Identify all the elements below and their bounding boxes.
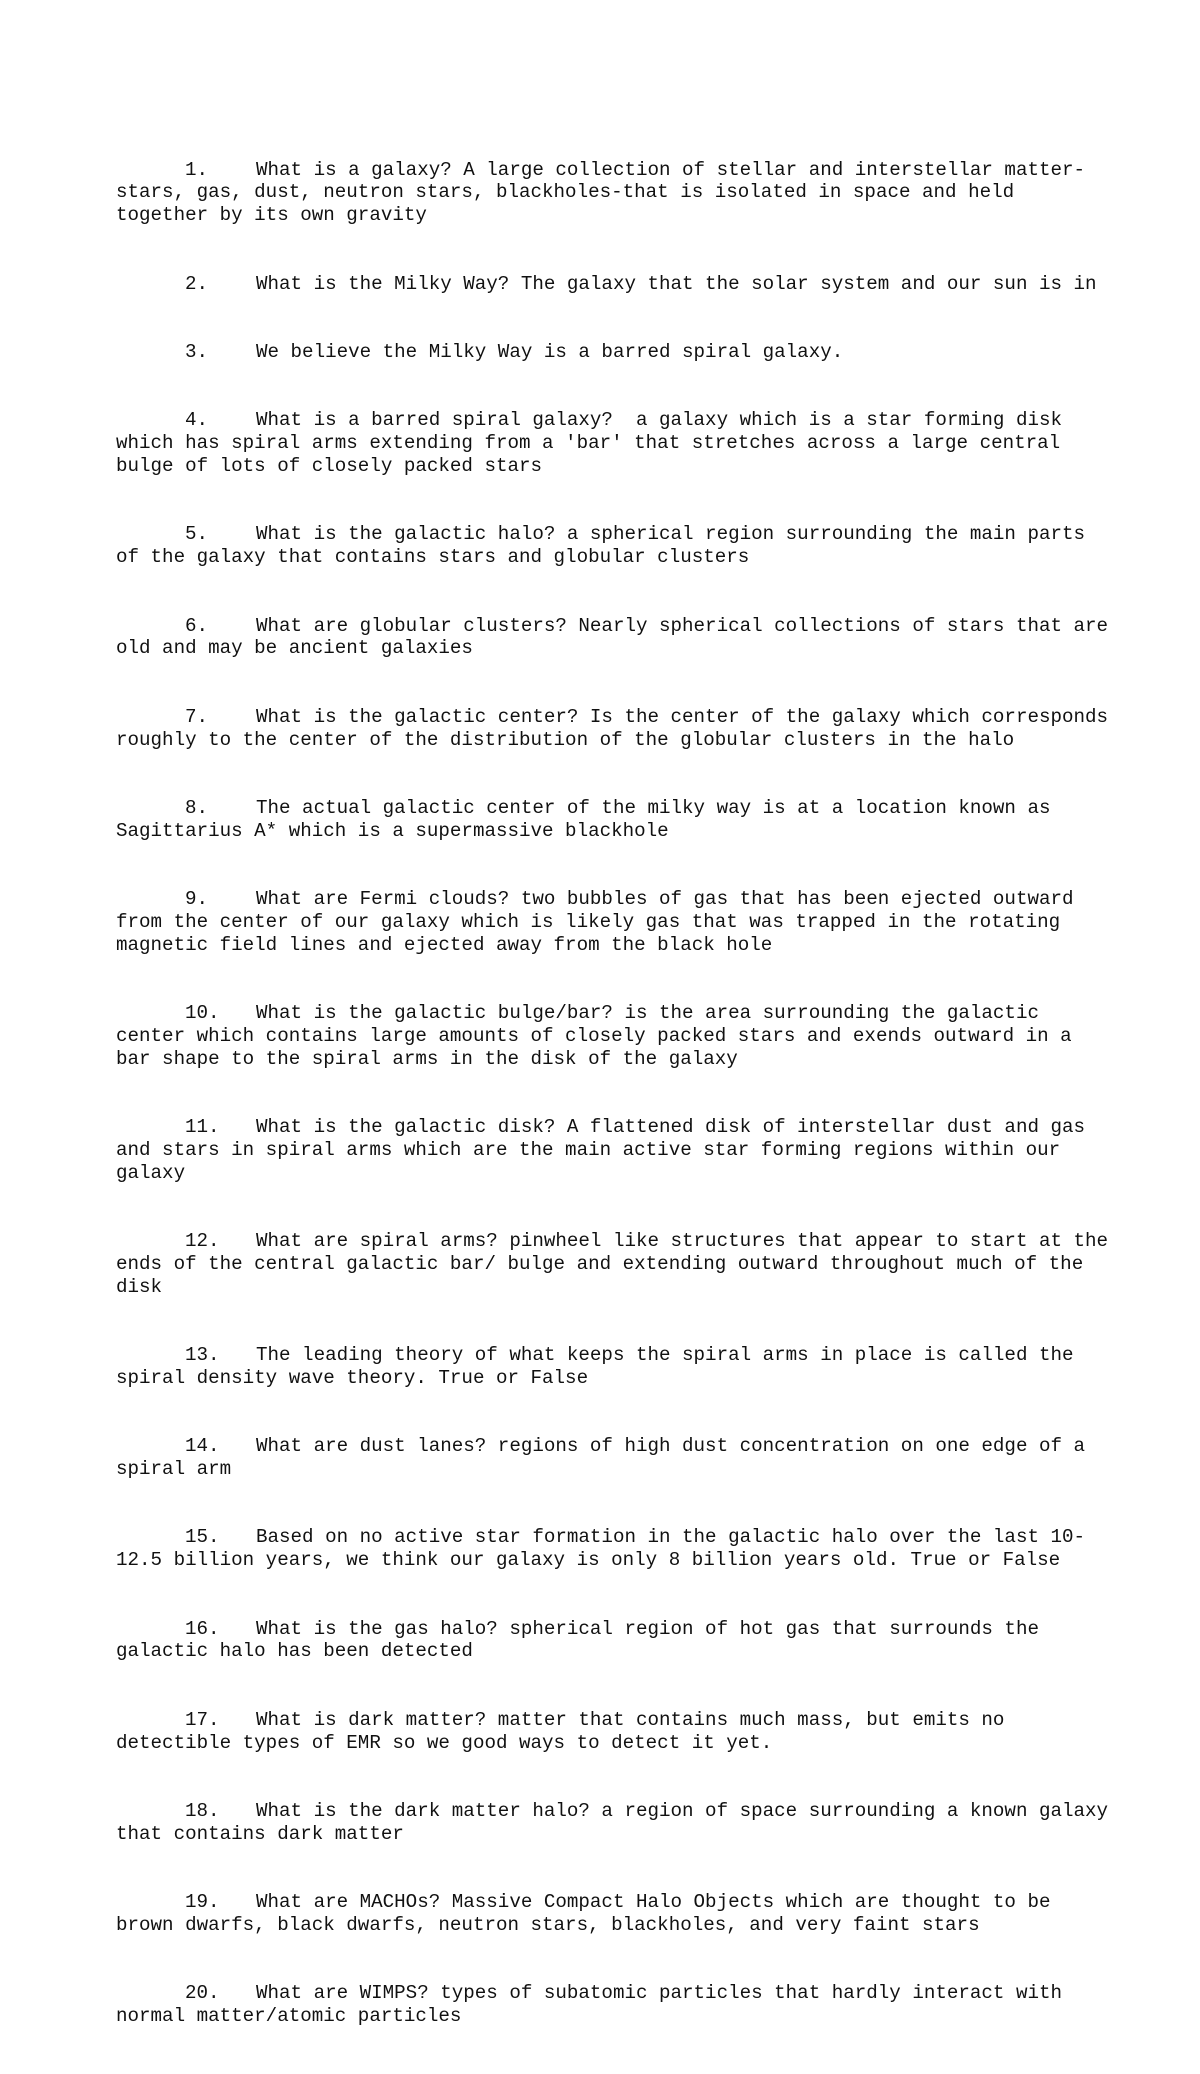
- item-number: 14.: [185, 1435, 220, 1458]
- list-item: [116, 1618, 1116, 1664]
- list-item: [116, 341, 1116, 364]
- item-number: 7.: [185, 705, 209, 728]
- item-text: We believe the Milky Way is a barred spiral galaxy.: [256, 340, 844, 363]
- item-number: 15.: [185, 1526, 220, 1549]
- item-number: 3.: [185, 340, 209, 363]
- list-item: [116, 1230, 1120, 1298]
- list-item: [116, 1526, 1116, 1572]
- item-number: 13.: [185, 1344, 220, 1367]
- list-item: [116, 523, 1116, 569]
- item-text: What is the Milky Way? The galaxy that the solar system and our sun is in: [256, 272, 1097, 295]
- list-item: [116, 705, 1120, 752]
- item-text: What are spiral arms? pinwheel like structures that appear to start at the ends of the central galactic bar/ bulge and extending outward throughout much of the disk: [116, 1230, 1120, 1298]
- list-item: [116, 1709, 1116, 1755]
- item-text: What are dust lanes? regions of high dust concentration on one edge of a spiral arm: [116, 1435, 1097, 1481]
- list-item: [116, 273, 1116, 296]
- list-item: [116, 159, 1116, 227]
- list-item: [116, 797, 1116, 843]
- item-number: 5.: [185, 523, 209, 546]
- list-item: [116, 409, 1116, 477]
- list-item: [116, 1982, 1116, 2028]
- item-text: What are MACHOs? Massive Compact Halo Objects which are thought to be brown dwarfs, black dwarfs, neutron stars, blackholes, and very faint stars: [116, 1891, 1063, 1936]
- list-item: [116, 614, 1120, 661]
- list-item: [116, 1344, 1116, 1390]
- item-number: 10.: [185, 1002, 220, 1025]
- item-text: What is dark matter? matter that contains much mass, but emits no detectible types of EMR so we good ways to detect it yet.: [116, 1708, 1016, 1754]
- item-text: What are globular clusters? Nearly spherical collections of stars that are old and may be ancient galaxies: [116, 614, 1120, 660]
- item-text: The actual galactic center of the milky way is at a location known as Sagittarius A* which is a supermassive blackhole: [116, 796, 1063, 842]
- item-text: What is the galactic halo? a spherical region surrounding the main parts of the galaxy that contains stars and globular clusters: [116, 523, 1097, 569]
- item-number: 4.: [185, 409, 209, 432]
- document-body: [116, 113, 1120, 2074]
- item-number: 9.: [185, 888, 209, 911]
- list-item: [116, 1002, 1116, 1070]
- item-number: 19.: [185, 1891, 220, 1914]
- item-number: 2.: [185, 272, 209, 295]
- item-text: What is the gas halo? spherical region of hot gas that surrounds the galactic halo has been detected: [116, 1617, 1051, 1663]
- list-item: [116, 1435, 1116, 1481]
- item-text: What is the galactic disk? A flattened disk of interstellar dust and gas and stars in spiral arms which are the main active star forming regions within our galaxy: [116, 1116, 1097, 1184]
- list-item: [116, 1891, 1116, 1937]
- item-number: 12.: [185, 1230, 220, 1253]
- item-number: 16.: [185, 1617, 220, 1640]
- item-text: Based on no active star formation in the galactic halo over the last 10-12.5 billion years, we think our galaxy is only 8 billion years old. True or False: [116, 1526, 1086, 1572]
- item-text: The leading theory of what keeps the spiral arms in place is called the spiral density wave theory. True or False: [116, 1344, 1086, 1389]
- item-text: What are Fermi clouds? two bubbles of gas that has been ejected outward from the center of our galaxy which is likely gas that was trapped in the rotating magnetic field lines and ejected away from the black hole: [116, 888, 1086, 956]
- list-item: [116, 1799, 1120, 1846]
- item-text: What is the galactic bulge/bar? is the area surrounding the galactic center which contains large amounts of closely packed stars and exends outward in a bar shape to the spiral arms in the disk of the galaxy: [116, 1002, 1084, 1070]
- item-number: 6.: [185, 614, 209, 637]
- item-number: 20.: [185, 1982, 220, 2005]
- item-text: What are WIMPS? types of subatomic particles that hardly interact with normal matter/atomic particles: [116, 1982, 1074, 2028]
- item-number: 8.: [185, 796, 209, 819]
- item-text: What is the dark matter halo? a region of space surrounding a known galaxy that contains dark matter: [116, 1799, 1120, 1845]
- list-item: [116, 1116, 1116, 1184]
- item-text: What is the galactic center? Is the center of the galaxy which corresponds roughly to the center of the distribution of the globular clusters in the halo: [116, 705, 1120, 751]
- item-number: 18.: [185, 1799, 220, 1822]
- item-text: What is a barred spiral galaxy? a galaxy which is a star forming disk which has spiral arms extending from a 'bar' that stretches across a large central bulge of lots of closely packed stars: [116, 409, 1074, 477]
- item-number: 17.: [185, 1708, 220, 1731]
- item-number: 1.: [185, 158, 209, 181]
- item-number: 11.: [185, 1116, 220, 1139]
- list-item: [116, 888, 1116, 956]
- item-text: What is a galaxy? A large collection of stellar and interstellar matter-stars, gas, dust, neutron stars, blackholes-that is isolated in space and held together by its own gravity: [116, 158, 1086, 227]
